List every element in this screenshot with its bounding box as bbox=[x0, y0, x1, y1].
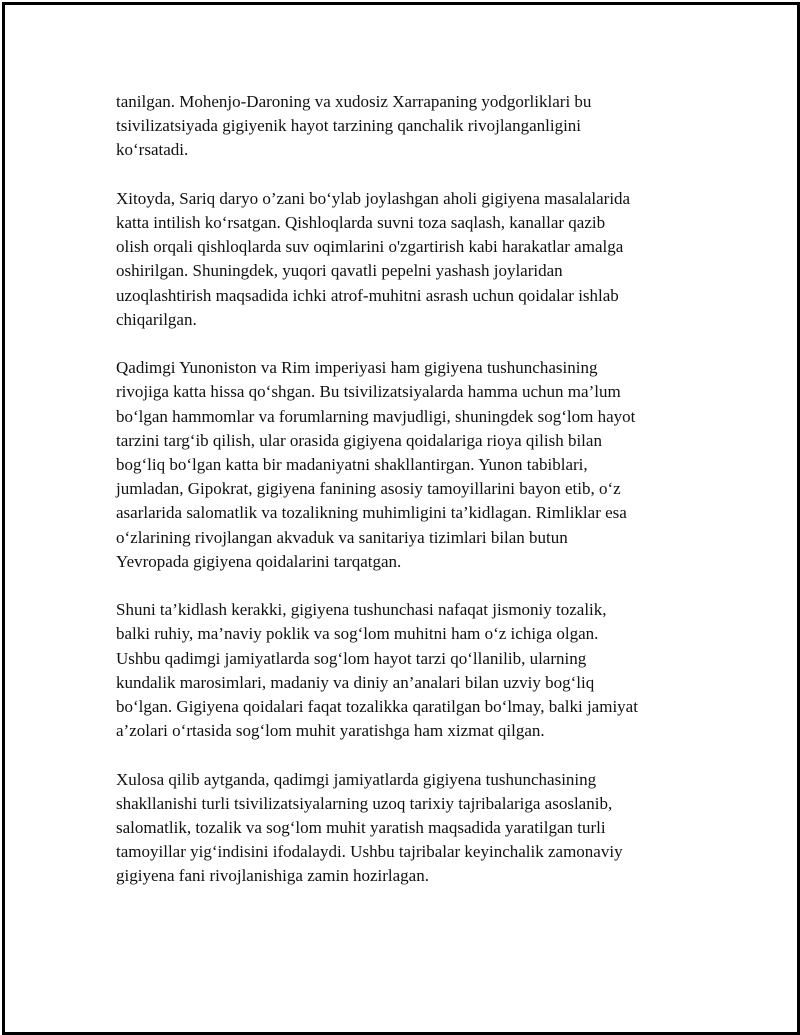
paragraph-3: Qadimgi Yunoniston va Rim imperiyasi ham gigiyena tushunchasining rivojiga katta hissa qo‘shgan. Bu tsivilizatsiyalarda hamma uchun ma’lum bo‘lgan hammomlar va forumlarning mavjudligi, shuningdek sog‘lom hayot tarzini targ‘ib qilish, ular orasida gigiyena qoidalariga rioya qilish bilan bog‘liq bo‘lgan katta bir madaniyatni shakllantirgan. Yunon tabiblari, jumladan, Gipokrat, gigiyena fanining asosiy tamoyillarini bayon etib, o‘z asarlarida salomatlik va tozalikning muhimligini ta’kidlagan. Rimliklar esa o‘zlarining rivojlangan akvaduk va sanitariya tizimlari bilan butun Yevropada gigiyena qoidalarini tarqatgan. bbox=[116, 358, 636, 571]
paragraph-4: Shuni ta’kidlash kerakki, gigiyena tushunchasi nafaqat jismoniy tozalik, balki ruhiy, ma’naviy poklik va sog‘lom muhitni ham o‘z ichiga olgan. Ushbu qadimgi jamiyatlarda sog‘lom hayot tarzi qo‘llanilib, ularning kundalik marosimlari, madaniy va diniy an’analari bilan uzviy bog‘liq bo‘lgan. Gigiyena qoidalari faqat tozalikka qaratilgan bo‘lmay, balki jamiyat a’zolari o‘rtasida sog‘lom muhit yaratishga ham xizmat qilgan. bbox=[116, 600, 638, 741]
paragraph-2: Xitoyda, Sariq daryo o’zani bo‘ylab joylashgan aholi gigiyena masalalarida katta intilish ko‘rsatgan. Qishloqlarda suvni toza saqlash, kanallar qazib olish orqali qishloqlarda suv oqimlarini o'zgartirish kabi harakatlar amalga oshirilgan. Shuningdek, yuqori qavatli pepelni yashash joylaridan uzoqlashtirish maqsadida ichki atrof-muhitni asrash uchun qoidalar ishlab chiqarilgan. bbox=[116, 188, 631, 329]
paragraph-5: Xulosa qilib aytganda, qadimgi jamiyatlarda gigiyena tushunchasining shakllanishi turli tsivilizatsiyalarning uzoq tarixiy tajribalariga asoslanib, salomatlik, tozalik va sog‘lom muhit yaratish maqsadida yaratilgan turli tamoyillar yig‘indisini ifodalaydi. Ushbu tajribalar keyinchalik zamonaviy gigiyena fani rivojlanishiga zamin hozirlagan. bbox=[116, 769, 623, 886]
document-body bbox=[116, 90, 696, 913]
paragraph-1: tanilgan. Mohenjo-Daroning va xudosiz Xarrapaning yodgorliklari bu tsivilizatsiyada gigiyenik hayot tarzining qanchalik rivojlanganligini ko‘rsatadi. bbox=[116, 92, 592, 160]
